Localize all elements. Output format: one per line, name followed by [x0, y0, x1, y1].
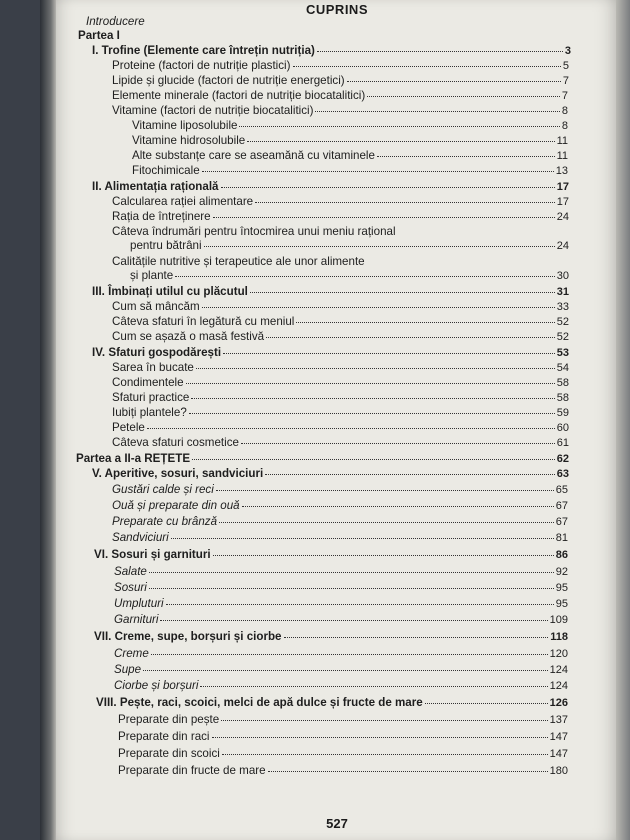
dot-leader	[212, 737, 548, 738]
dot-leader	[143, 670, 548, 671]
toc-entry	[112, 391, 569, 406]
dot-leader	[247, 141, 554, 142]
toc-entry	[114, 565, 568, 580]
toc-entry-title: Garnituri	[114, 613, 159, 626]
toc-entry-title: Ciorbe și borșuri	[114, 679, 199, 692]
toc-entry-title: VII. Creme, supe, borșuri și ciorbe	[94, 630, 282, 643]
toc-entry-page: 67	[555, 500, 568, 512]
toc-entry-title: Preparate din pește	[118, 713, 220, 726]
dot-leader	[200, 686, 547, 687]
dot-leader	[216, 490, 554, 491]
toc-entry	[112, 300, 569, 315]
toc-entry-page: 86	[555, 549, 568, 561]
toc-entry-page: 7	[561, 90, 568, 102]
dot-leader	[222, 754, 548, 755]
toc-entry-title: VI. Sosuri și garnituri	[94, 548, 211, 561]
toc-entry-title: Câteva îndrumări pentru întocmirea unui meniu rațional	[112, 225, 396, 238]
dot-leader	[255, 202, 555, 203]
toc-entry	[132, 119, 568, 134]
toc-entry-title: Calitățile nutritive și terapeutice ale unor alimente	[112, 255, 365, 268]
toc-entry-page: 33	[556, 301, 569, 313]
dot-leader	[151, 654, 548, 655]
toc-entry-title: Ouă și preparate din ouă	[112, 499, 240, 512]
toc-entry-page: 126	[549, 697, 568, 709]
toc-entry-title: IV. Sfaturi gospodărești	[92, 346, 222, 359]
toc-entry-page: 62	[556, 453, 569, 465]
toc-entry	[96, 696, 568, 711]
toc-entry	[130, 269, 569, 284]
toc-entry-page: 3	[564, 45, 571, 57]
toc-entry	[112, 515, 568, 530]
toc-entry	[92, 180, 569, 195]
toc-entry-title: Condimentele	[112, 376, 184, 389]
dot-leader	[171, 538, 554, 539]
toc-entry-page: 8	[561, 120, 568, 132]
dot-leader	[284, 637, 549, 638]
toc-entry-page: 7	[562, 75, 569, 87]
toc-entry	[112, 255, 569, 270]
toc-entry-page: 118	[550, 631, 568, 643]
toc-entry-page: 137	[549, 714, 568, 726]
toc-entry-title: Iubiți plantele?	[112, 406, 187, 419]
toc-entry-page: 17	[556, 196, 569, 208]
dot-leader	[189, 413, 555, 414]
toc-entry	[112, 406, 569, 421]
toc-entry-page: 5	[562, 60, 569, 72]
toc-entry-page: 54	[556, 362, 569, 374]
toc-entry-page: 81	[555, 532, 568, 544]
toc-entry-title: Sandviciuri	[112, 531, 169, 544]
dot-leader	[219, 522, 554, 523]
toc-entry-page: 120	[549, 648, 568, 660]
toc-entry-title: Gustări calde și reci	[112, 483, 214, 496]
toc-entry	[112, 330, 569, 345]
toc-entry-title: Câteva sfaturi cosmetice	[112, 436, 239, 449]
toc-entry	[92, 346, 569, 361]
toc-entry-title: Introducere	[86, 15, 145, 28]
toc-entry-page: 92	[555, 566, 568, 578]
toc-entry-title: Elemente minerale (factori de nutriție biocatalitici)	[112, 89, 366, 102]
toc-entry-title: pentru bătrâni	[130, 239, 202, 252]
toc-entry-title: Vitamine (factori de nutriție biocatalitici)	[112, 104, 314, 117]
toc-entry	[130, 239, 569, 254]
toc-entry-title: Partea I	[78, 29, 120, 42]
dot-leader	[223, 353, 555, 354]
toc-entry	[112, 210, 569, 225]
toc-entry-page: 61	[556, 437, 569, 449]
toc-entry-page: 124	[549, 680, 568, 692]
toc-entry	[114, 647, 568, 662]
toc-entry-title: Cum să mâncăm	[112, 300, 200, 313]
toc-entry	[112, 195, 569, 210]
toc-entry-page: 95	[555, 598, 568, 610]
toc-entry	[118, 713, 568, 728]
dot-leader	[221, 187, 555, 188]
toc-entry-title: Preparate din fructe de mare	[118, 764, 266, 777]
toc-entry	[112, 531, 568, 546]
book-page	[56, 0, 618, 840]
toc-entry-page: 30	[556, 270, 569, 282]
dot-leader	[293, 66, 561, 67]
toc-entry-title: III. Îmbinați utilul cu plăcutul	[92, 285, 248, 298]
toc-entry-page: 65	[555, 484, 568, 496]
dot-leader	[149, 588, 554, 589]
dot-leader	[250, 292, 555, 293]
dot-leader	[239, 126, 559, 127]
toc-entry-page: 109	[549, 614, 568, 626]
toc-entry	[132, 149, 568, 164]
toc-entry	[112, 225, 569, 240]
toc-entry-title: Vitamine liposolubile	[132, 119, 238, 132]
toc-entry-page: 63	[556, 468, 569, 480]
toc-entry-title: Petele	[112, 421, 145, 434]
toc-entry-title: Lipide și glucide (factori de nutriție energetici)	[112, 74, 345, 87]
dot-leader	[191, 398, 554, 399]
toc-entry	[78, 29, 561, 44]
toc-entry	[112, 59, 569, 74]
dot-leader	[213, 217, 555, 218]
toc-entry-page: 58	[556, 392, 569, 404]
toc-entry-page: 11	[556, 135, 568, 147]
toc-entry	[114, 613, 568, 628]
dot-leader	[268, 771, 548, 772]
toc-entry-title: I. Trofine (Elemente care întrețin nutriția)	[92, 44, 315, 57]
dot-leader	[265, 474, 555, 475]
toc-entry	[118, 747, 568, 762]
dot-leader	[160, 620, 547, 621]
toc-entry-page: 11	[556, 150, 568, 162]
dot-leader	[186, 383, 555, 384]
toc-entry-page: 52	[556, 316, 569, 328]
toc-entry-page: 59	[556, 407, 569, 419]
dot-leader	[266, 337, 555, 338]
toc-entry-title: Vitamine hidrosolubile	[132, 134, 246, 147]
dot-leader	[149, 572, 554, 573]
toc-entry-page: 53	[556, 347, 569, 359]
toc-entry	[112, 89, 568, 104]
toc-entry-title: Partea a II-a REȚETE	[76, 452, 191, 465]
toc-entry-title: Câteva sfaturi în legătură cu meniul	[112, 315, 295, 328]
toc-entry-title: Proteine (factori de nutriție plastici)	[112, 59, 291, 72]
toc-entry	[114, 581, 568, 596]
toc-entry	[132, 164, 568, 179]
dot-leader	[147, 428, 555, 429]
dot-leader	[213, 555, 554, 556]
toc-entry-page: 31	[556, 286, 569, 298]
dot-leader	[242, 506, 554, 507]
next-page-edge	[616, 0, 630, 840]
toc-entry	[112, 421, 569, 436]
toc-entry-title: Alte substanțe care se aseamănă cu vitaminele	[132, 149, 375, 162]
toc-entry-title: Rația de întreținere	[112, 210, 211, 223]
toc-entry	[86, 15, 566, 30]
toc-entry-page: 58	[556, 377, 569, 389]
toc-entry-page: 67	[555, 516, 568, 528]
toc-entry	[112, 376, 569, 391]
toc-entry-page: 52	[556, 331, 569, 343]
toc-entry	[114, 597, 568, 612]
toc-entry	[112, 74, 569, 89]
toc-entry	[112, 361, 569, 376]
dot-leader	[377, 156, 555, 157]
toc-entry	[92, 467, 569, 482]
toc-entry-title: II. Alimentația rațională	[92, 180, 219, 193]
toc-entry	[112, 483, 568, 498]
dot-leader	[202, 171, 554, 172]
toc-entry-page: 60	[556, 422, 569, 434]
toc-entry-page: 124	[549, 664, 568, 676]
dot-leader	[221, 720, 547, 721]
toc-entry-title: Umpluturi	[114, 597, 164, 610]
dot-leader	[166, 604, 554, 605]
dot-leader	[204, 246, 555, 247]
toc-entry-title: Sfaturi practice	[112, 391, 190, 404]
toc-entry-title: V. Aperitive, sosuri, sandviciuri	[92, 467, 264, 480]
toc-entry	[114, 663, 568, 678]
dot-leader	[241, 443, 555, 444]
toc-entry	[92, 44, 571, 59]
toc-entry-title: VIII. Pește, raci, scoici, melci de apă dulce și fructe de mare	[96, 696, 423, 709]
toc-entry	[132, 134, 568, 149]
toc-entry-page: 8	[561, 105, 568, 117]
toc-entry-page: 180	[549, 765, 568, 777]
toc-entry-title: Sosuri	[114, 581, 147, 594]
dot-leader	[192, 459, 555, 460]
toc-entry-title: Cum se așază o masă festivă	[112, 330, 265, 343]
toc-entry-title: Supe	[114, 663, 142, 676]
dot-leader	[202, 307, 555, 308]
dot-leader	[315, 111, 559, 112]
toc-entry-page: 17	[556, 181, 569, 193]
toc-entry-title: Preparate din scoici	[118, 747, 220, 760]
toc-entry	[112, 104, 568, 119]
toc-entry-title: Preparate din raci	[118, 730, 210, 743]
toc-entry	[118, 764, 568, 779]
dot-leader	[367, 96, 560, 97]
page-title: CUPRINS	[305, 2, 368, 17]
dot-leader	[196, 368, 555, 369]
toc-entry	[114, 679, 568, 694]
page-number: 527	[326, 816, 348, 831]
dot-leader	[296, 322, 554, 323]
toc-entry	[112, 499, 568, 514]
toc-entry-page: 13	[555, 165, 568, 177]
dot-leader	[175, 276, 555, 277]
dot-leader	[347, 81, 561, 82]
toc-entry-page: 147	[549, 748, 568, 760]
toc-entry-title: Preparate cu brânză	[112, 515, 218, 528]
toc-entry	[118, 730, 568, 745]
toc-entry-title: Creme	[114, 647, 149, 660]
toc-entry	[92, 285, 569, 300]
toc-entry-title: Salate	[114, 565, 147, 578]
toc-entry	[112, 436, 569, 451]
toc-entry	[112, 315, 569, 330]
toc-entry-page: 95	[555, 582, 568, 594]
toc-entry-title: Fitochimicale	[132, 164, 200, 177]
toc-entry	[76, 452, 569, 467]
dot-leader	[317, 51, 563, 52]
toc-entry-page: 24	[556, 240, 569, 252]
toc-entry-page: 147	[549, 731, 568, 743]
toc-entry	[94, 548, 568, 563]
toc-entry-title: Sarea în bucate	[112, 361, 194, 374]
toc-entry	[94, 630, 568, 645]
toc-entry-page: 24	[556, 211, 569, 223]
toc-entry-title: și plante	[130, 269, 174, 282]
toc-entry-title: Calcularea rației alimentare	[112, 195, 254, 208]
dot-leader	[425, 703, 548, 704]
